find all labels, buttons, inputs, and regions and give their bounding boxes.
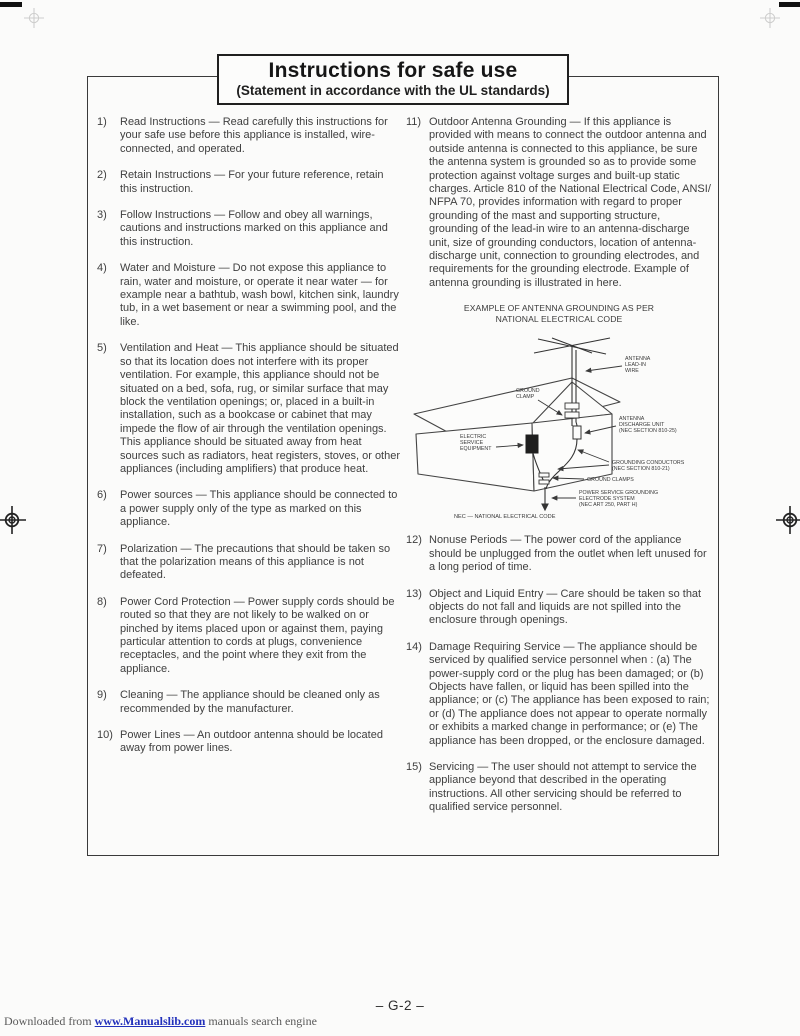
credit-suffix: manuals search engine	[205, 1014, 317, 1028]
antenna-grounding-illustration	[406, 326, 706, 526]
item-text: Object and Liquid Entry — Care should be taken so that objects do not fall and liquids are not spilled into the enclosure through openings.	[429, 587, 702, 627]
diagram-ground-electrode	[542, 487, 548, 510]
right-column	[406, 116, 712, 828]
item-text: Ventilation and Heat — This appliance should be situated so that its location does not interfere with its proper ventilation. For example, this appliance should not be situated on a bed, sofa, rug, or similar surface that may block the ventilation openings; or, placed in a built-in installation, such as a bookcase or cabinet that may impede the flow of air through the ventilation openings. This appliance should be situated away from heat sources such as radiators, heat registers, stoves, or other appliances (including amplifiers) that produce heat.	[120, 342, 401, 475]
registration-mark-icon	[760, 8, 780, 28]
instruction-item-8	[97, 596, 401, 676]
diagram-discharge-unit	[573, 426, 581, 439]
item-text: Power Lines — An outdoor antenna should be located away from power lines.	[120, 729, 383, 755]
crop-mark-top-left	[0, 2, 22, 7]
download-credit	[4, 1014, 317, 1029]
item-number: 13)	[406, 587, 422, 600]
item-number: 1)	[97, 116, 107, 128]
svg-text:LEAD-IN: LEAD-IN	[625, 362, 646, 369]
item-text: Read Instructions — Read carefully this instructions for your safe use before this appliance is installed, wire-connected, and operated.	[120, 116, 388, 155]
diagram-caption	[406, 303, 712, 324]
instruction-item-14	[406, 641, 712, 748]
svg-text:ELECTRODE SYSTEM: ELECTRODE SYSTEM	[579, 496, 635, 503]
left-column	[97, 116, 401, 769]
label-ground-clamp: GROUND	[516, 388, 540, 395]
svg-text:CLAMP: CLAMP	[516, 394, 535, 401]
instruction-item-3	[97, 209, 401, 249]
instruction-item-1	[97, 116, 401, 156]
svg-text:DISCHARGE UNIT: DISCHARGE UNIT	[619, 422, 665, 429]
item-text: Nonuse Periods — The power cord of the appliance should be unplugged from the outlet when left unused for a long period of time.	[429, 534, 707, 574]
registration-mark-icon	[24, 8, 44, 28]
item-text: Power Cord Protection — Power supply cords should be routed so that they are not likely to be walked on or pinched by items placed upon or against them, paying particular attention to cords at plugs, convenience receptacles, and the point where they exit from the appliance.	[120, 595, 395, 675]
registration-mark-icon	[776, 506, 800, 534]
label-antenna-lead-in: ANTENNA	[625, 356, 651, 363]
label-grounding-conductors: GROUNDING CONDUCTORS	[612, 460, 685, 467]
antenna-grounding-diagram	[406, 326, 712, 526]
item-text: Follow Instructions — Follow and obey all warnings, cautions and instructions marked on this appliance and this instruction.	[120, 209, 388, 248]
item-text: Power sources — This appliance should be connected to a power supply only of the type as marked on this appliance.	[120, 489, 398, 529]
instruction-item-15	[406, 761, 712, 815]
item-text: Servicing — The user should not attempt to service the appliance beyond that described in the operating instructions. All other servicing should be referred to qualified service personnel.	[429, 760, 697, 814]
label-power-service: POWER SERVICE GROUNDING	[579, 490, 659, 497]
item-number: 10)	[97, 729, 113, 742]
crop-mark-top-right	[779, 2, 800, 7]
title-box	[217, 54, 569, 105]
label-discharge-unit: ANTENNA	[619, 416, 645, 423]
registration-mark-icon	[0, 506, 26, 534]
svg-text:(NEC SECTION 810-25): (NEC SECTION 810-25)	[619, 428, 677, 435]
instruction-item-2	[97, 169, 401, 196]
item-number: 7)	[97, 542, 107, 555]
item-text: Water and Moisture — Do not expose this appliance to rain, water and moisture, or operate it near water — for example near a bathtub, wash bowl, kitchen sink, laundry tub, in a wet basement or near a swimming pool, and the like.	[120, 262, 399, 328]
svg-text:WIRE: WIRE	[625, 368, 639, 375]
svg-text:SERVICE: SERVICE	[460, 440, 484, 447]
svg-text:EQUIPMENT: EQUIPMENT	[460, 446, 492, 453]
instruction-item-4	[97, 262, 401, 329]
item-text: Retain Instructions — For your future reference, retain this instruction.	[120, 169, 384, 195]
svg-text:(NEC ART 250, PART H): (NEC ART 250, PART H)	[579, 502, 638, 509]
item-number: 4)	[97, 262, 107, 275]
credit-prefix: Downloaded from	[4, 1014, 95, 1028]
diagram-caption-line1: EXAMPLE OF ANTENNA GROUNDING AS PER	[463, 303, 655, 314]
diagram-footnote: NEC — NATIONAL ELECTRICAL CODE	[454, 514, 556, 521]
page-number: – G-2 –	[375, 998, 425, 1013]
item-number: 3)	[97, 209, 107, 222]
page-title: Instructions for safe use	[268, 59, 518, 82]
svg-text:(NEC SECTION 810-21): (NEC SECTION 810-21)	[612, 466, 670, 473]
item-number: 12)	[406, 534, 422, 547]
item-number: 11)	[406, 116, 422, 128]
diagram-caption-line2: NATIONAL ELECTRICAL CODE	[495, 313, 623, 324]
diagram-electric-service-box	[526, 435, 538, 453]
instruction-item-7	[97, 543, 401, 583]
item-number: 14)	[406, 640, 422, 653]
instruction-item-11	[406, 116, 712, 290]
item-number: 2)	[97, 169, 107, 182]
label-electric-service: ELECTRIC	[460, 434, 487, 441]
instruction-item-10	[97, 729, 401, 756]
instruction-item-5	[97, 342, 401, 476]
item-number: 9)	[97, 689, 107, 702]
item-text: Outdoor Antenna Grounding — If this appliance is provided with means to connect the outdoor antenna and outside antenna is connected to this appliance, be sure the antenna system is grounded so as to provide some protection against voltage surges and built-up static charges. Article 810 of the National Electrical Code, ANSI/ NFPA 70, provides information with regard to proper grounding of the mast and supporting structure, grounding of the lead-in wire to an antenna-discharge unit, size of grounding conductors, location of antenna-discharge unit, connection to grounding electrodes, and requirements for the grounding electrode. Example of antenna grounding is illustrated in here.	[429, 116, 711, 289]
item-text: Cleaning — The appliance should be cleaned only as recommended by the manufacturer.	[120, 689, 380, 715]
item-number: 5)	[97, 342, 107, 355]
label-ground-clamps: GROUND CLAMPS	[587, 477, 634, 484]
item-number: 15)	[406, 760, 422, 773]
instruction-item-6	[97, 489, 401, 529]
item-text: Damage Requiring Service — The appliance should be serviced by qualified service personnel when : (a) The power-supply cord or the plug has been damaged; or (b) Objects have fallen, or liquid has been spilled into the appliance; or (c) The appliance has been exposed to rain; or (d) The appliance does not appear to operate normally or exhibits a marked change in performance; or (e) The appliance has been dropped, or the enclosure damaged.	[429, 640, 710, 747]
item-number: 8)	[97, 595, 107, 608]
item-number: 6)	[97, 489, 107, 502]
instruction-item-12	[406, 534, 712, 574]
item-text: Polarization — The precautions that should be taken so that the polarization means of this appliance is not defeated.	[120, 542, 391, 582]
instruction-item-9	[97, 689, 401, 716]
page-subtitle: (Statement in accordance with the UL standards)	[236, 83, 550, 98]
manualslib-link[interactable]: www.Manualslib.com	[94, 1014, 206, 1028]
instruction-item-13	[406, 588, 712, 628]
